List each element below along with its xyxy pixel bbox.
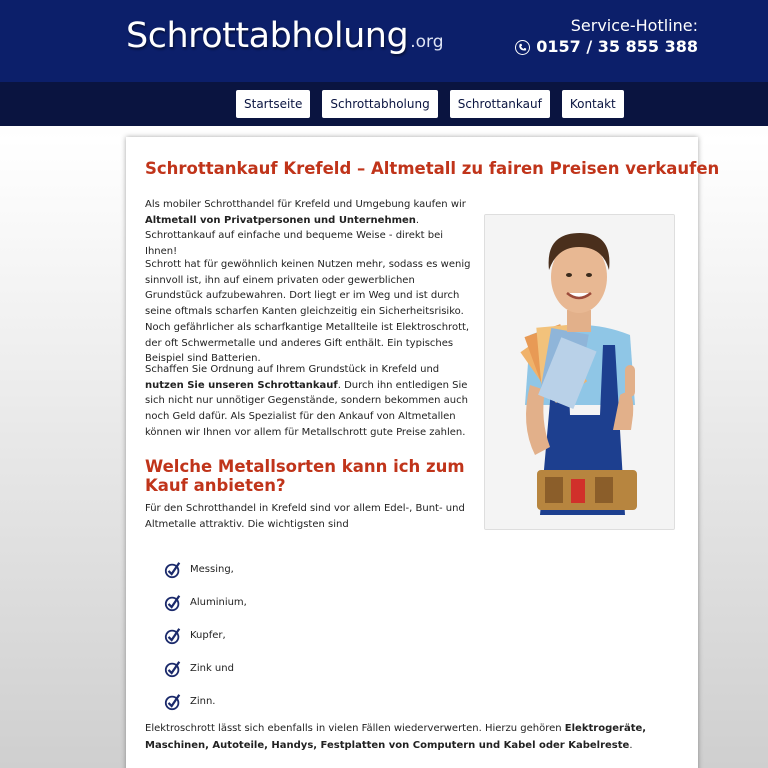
paragraph-risk: Schrott hat für gewöhnlich keinen Nutzen mehr, sodass es wenig sinnvoll ist, ihn auf einem privaten oder gewerblichen Grundstück aufzubewahren. Dort liegt er im Weg und ist durch seine oftmals scharfen Kanten gleichzeitig ein Sicherheitsrisiko. Noch gefährlicher als scharfkantige Metallteile ist Elektroschrott, der oft Schwermetalle und anderes Gift enthält. Ein typisches Beispiel sind Batterien. [145,259,471,365]
list-item [164,619,247,652]
service-hotline [515,16,698,58]
hotline-number[interactable]: 0157 / 35 855 388 [536,37,698,56]
logo-main-text: Schrottabholung [126,16,409,56]
electronics-text-c: . [629,740,633,751]
list-item-label: Messing, [190,564,234,575]
check-circle-icon [164,561,182,579]
list-item-label: Kupfer, [190,630,226,641]
worker-illustration [485,215,675,530]
site-header [0,0,768,82]
paragraph-metals-intro: Für den Schrotthandel in Krefeld sind vor allem Edel-, Bunt- und Altmetalle attraktiv. Die wichtigsten sind [145,503,465,530]
worker-with-money-photo [484,214,675,530]
list-item-label: Zinn. [190,696,216,707]
paragraph-order [145,362,475,441]
list-item [164,652,247,685]
nav-startseite[interactable]: Startseite [236,90,310,118]
nav-kontakt[interactable]: Kontakt [562,90,624,118]
hotline-number-row[interactable] [515,36,698,58]
check-circle-icon [164,627,182,645]
intro-paragraph [145,197,475,260]
intro-text-a: Als mobiler Schrotthandel für Krefeld und Umgebung kaufen wir [145,199,466,210]
metal-list [164,553,247,718]
electronics-text-a: Elektroschrott lässt sich ebenfalls in vielen Fällen wiederverwerten. Hierzu gehören [145,723,565,734]
order-text-c: . Durch ihn entledigen Sie sich nicht nur unnötiger Gegenstände, sondern bekommen auch noch Geld dafür. Als Spezialist für den Ankauf von Altmetallen können wir Ihnen vor allem für Metallschrott gute Preise zahlen. [145,379,468,438]
check-circle-icon [164,660,182,678]
nav-schrottabholung[interactable]: Schrottabholung [322,90,437,118]
logo-tld-text: .org [410,32,444,52]
intro-text-c: . Schrottankauf auf einfache und bequeme Weise - direkt bei Ihnen! [145,214,444,258]
site-logo[interactable] [126,16,444,56]
section-heading-metals: Welche Metallsorten kann ich zum Kauf anbieten? [145,457,465,495]
main-navigation [0,82,768,126]
order-text-bold: nutzen Sie unseren Schrottankauf [145,379,338,391]
paragraph-electronics [145,720,685,754]
phone-icon [515,40,530,55]
electronics-text-bold: Elektrogeräte, Maschinen, Autoteile, Handys, Festplatten von Computern und Kabel oder Kabelreste [145,723,647,751]
check-circle-icon [164,594,182,612]
content-panel [126,137,720,768]
list-item [164,553,247,586]
list-item [164,685,247,718]
list-item-label: Zink und [190,663,234,674]
order-text-a: Schaffen Sie Ordnung auf Ihrem Grundstück in Krefeld und [145,364,440,375]
list-item-label: Aluminium, [190,597,247,608]
nav-schrottankauf[interactable]: Schrottankauf [450,90,550,118]
hotline-label: Service-Hotline: [570,16,698,35]
intro-text-bold: Altmetall von Privatpersonen und Unternehmen [145,214,416,226]
list-item [164,586,247,619]
page-title: Schrottankauf Krefeld – Altmetall zu fairen Preisen verkaufen [145,159,720,178]
check-circle-icon [164,693,182,711]
